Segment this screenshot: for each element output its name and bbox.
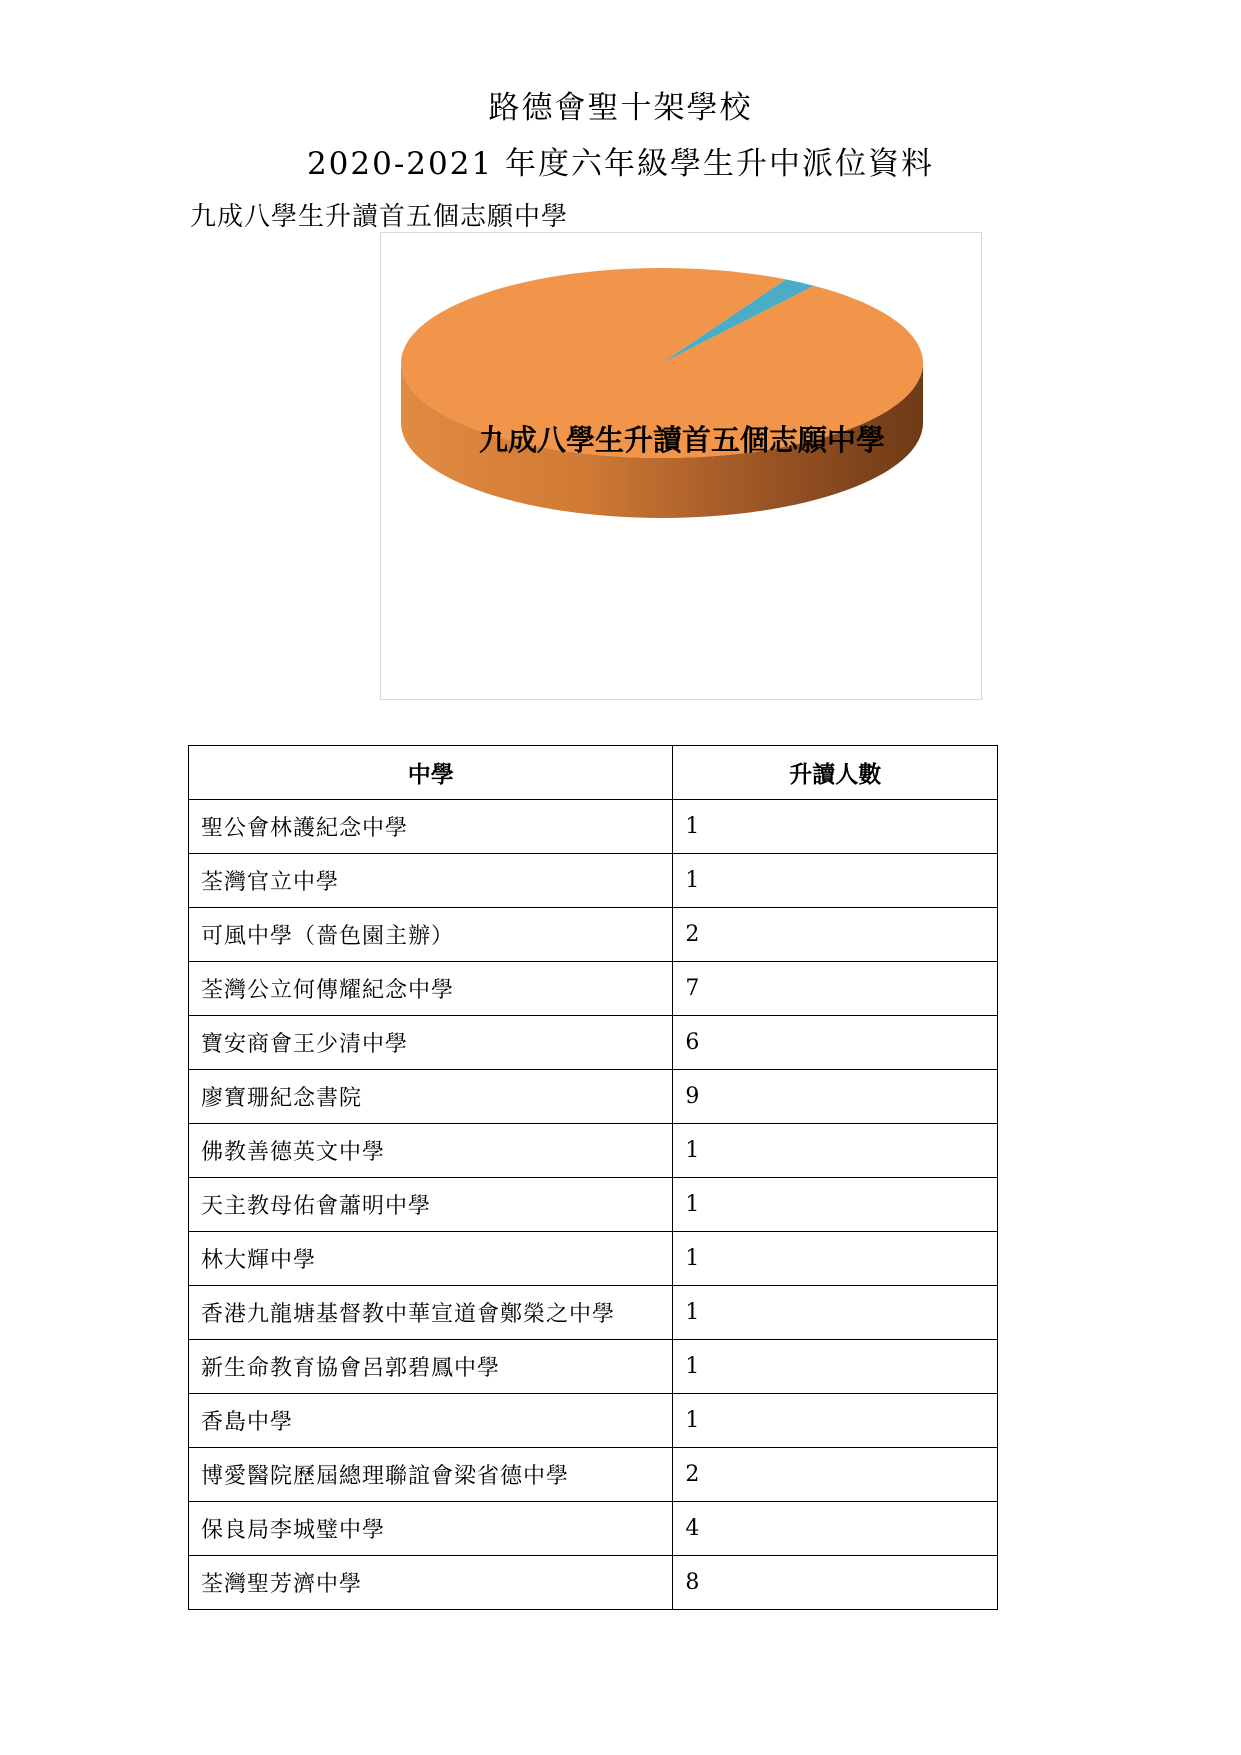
table-row <box>189 854 998 908</box>
table-row <box>189 1070 998 1124</box>
school-name-cell: 佛教善德英文中學 <box>189 1124 673 1178</box>
header-school: 中學 <box>189 746 673 800</box>
student-count-cell: 2 <box>673 908 998 962</box>
section-heading: 九成八學生升讀首五個志願中學 <box>190 202 569 232</box>
student-count-cell: 2 <box>673 1448 998 1502</box>
table-row <box>189 1286 998 1340</box>
school-table <box>188 745 998 1610</box>
table-row <box>189 908 998 962</box>
school-name-cell: 新生命教育協會呂郭碧鳳中學 <box>189 1340 673 1394</box>
table-row <box>189 962 998 1016</box>
student-count-cell: 1 <box>673 800 998 854</box>
student-count-cell: 1 <box>673 1232 998 1286</box>
table-row <box>189 1178 998 1232</box>
school-name: 路德會聖十架學校 <box>488 90 753 126</box>
school-name-cell: 聖公會林護紀念中學 <box>189 800 673 854</box>
table-header-row <box>189 746 998 800</box>
student-count-cell: 1 <box>673 1286 998 1340</box>
header-count: 升讀人數 <box>673 746 998 800</box>
school-name-cell: 保良局李城璧中學 <box>189 1502 673 1556</box>
student-count-cell: 1 <box>673 1124 998 1178</box>
school-name-cell: 博愛醫院歷屆總理聯誼會梁省德中學 <box>189 1448 673 1502</box>
student-count-cell: 1 <box>673 1394 998 1448</box>
table-row <box>189 1340 998 1394</box>
school-name-cell: 天主教母佑會蕭明中學 <box>189 1178 673 1232</box>
school-name-cell: 林大輝中學 <box>189 1232 673 1286</box>
table-row <box>189 1394 998 1448</box>
student-count-cell: 4 <box>673 1502 998 1556</box>
school-name-cell: 香島中學 <box>189 1394 673 1448</box>
school-name-cell: 荃灣官立中學 <box>189 854 673 908</box>
student-count-cell: 1 <box>673 1340 998 1394</box>
student-count-cell: 8 <box>673 1556 998 1610</box>
table-row <box>189 1448 998 1502</box>
pie-chart <box>380 232 982 700</box>
student-count-cell: 6 <box>673 1016 998 1070</box>
pie-data-label: 九成八學生升讀首五個志願中學 <box>478 423 885 457</box>
table-row <box>189 1124 998 1178</box>
table-row <box>189 1556 998 1610</box>
student-count-cell: 1 <box>673 854 998 908</box>
table-row <box>189 1016 998 1070</box>
report-title: 2020-2021 年度六年級學生升中派位資料 <box>306 146 935 182</box>
table-row <box>189 1232 998 1286</box>
student-count-cell: 7 <box>673 962 998 1016</box>
school-name-cell: 香港九龍塘基督教中華宣道會鄭榮之中學 <box>189 1286 673 1340</box>
pie-chart-svg <box>381 233 983 701</box>
school-name-cell: 寶安商會王少清中學 <box>189 1016 673 1070</box>
school-name-cell: 荃灣聖芳濟中學 <box>189 1556 673 1610</box>
school-name-cell: 荃灣公立何傳耀紀念中學 <box>189 962 673 1016</box>
student-count-cell: 9 <box>673 1070 998 1124</box>
table-row <box>189 800 998 854</box>
student-count-cell: 1 <box>673 1178 998 1232</box>
school-name-cell: 可風中學（嗇色園主辦） <box>189 908 673 962</box>
school-name-cell: 廖寶珊紀念書院 <box>189 1070 673 1124</box>
table-row <box>189 1502 998 1556</box>
